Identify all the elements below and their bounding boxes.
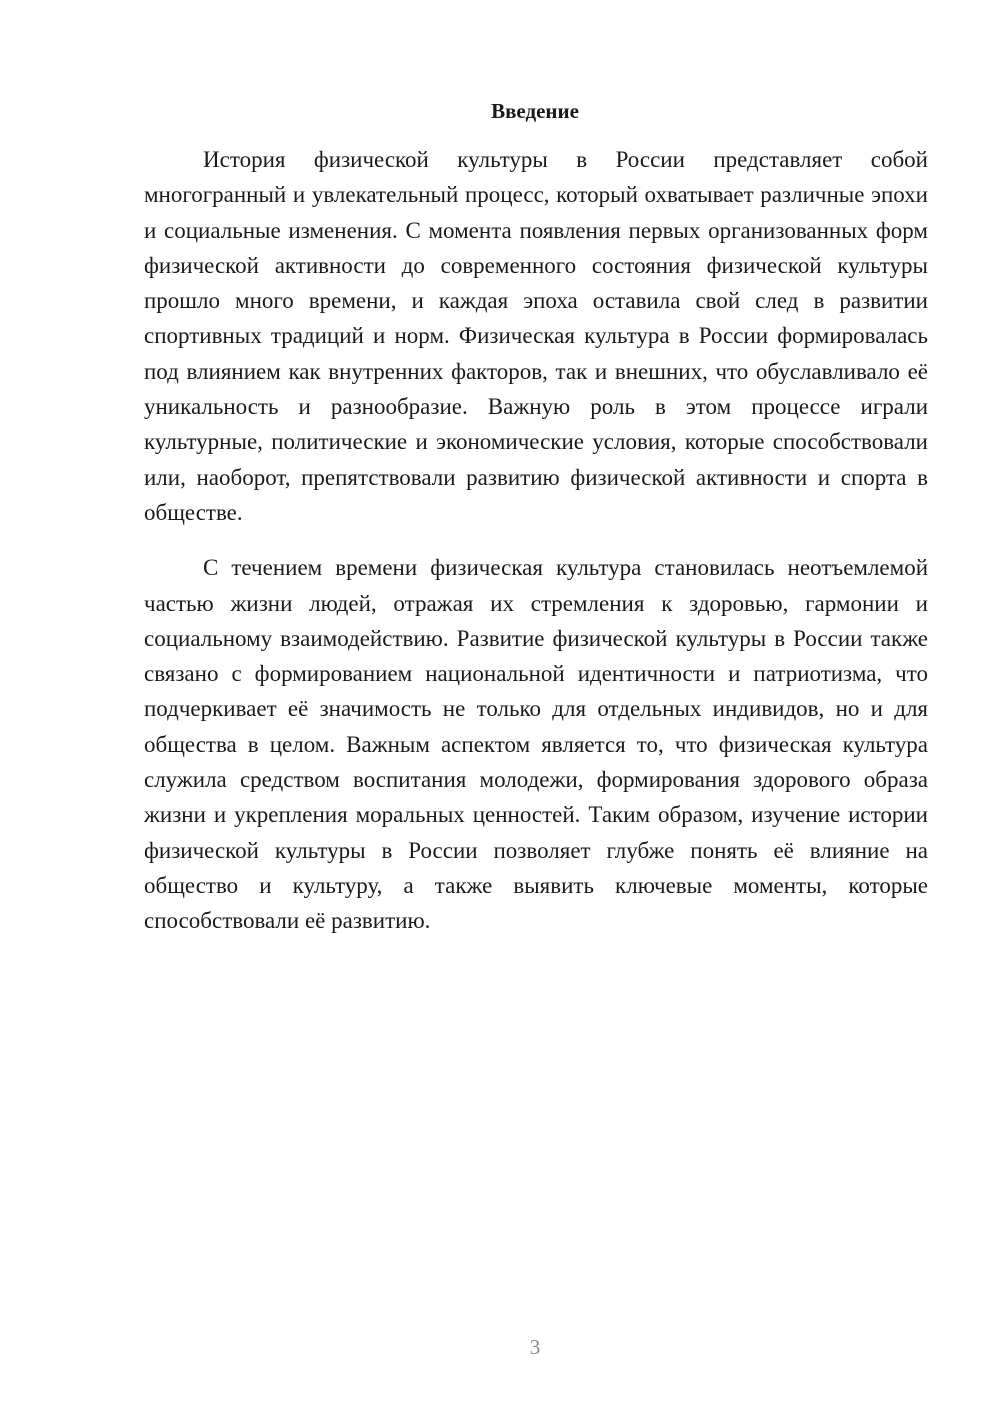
section-heading: Введение <box>491 99 579 123</box>
body-text <box>144 142 928 939</box>
paragraph-2: С течением времени физическая культура становилась неотъемлемой частью жизни людей, отражая их стремления к здоровью, гармонии и социальному взаимодействию. Развитие физической культуры в России также связано с формированием национальной идентичности и патриотизма, что подчеркивает её значимость не только для отдельных индивидов, но и для общества в целом. Важным аспектом является то, что физическая культура служила средством воспитания молодежи, формирования здорового образа жизни и укрепления моральных ценностей. Таким образом, изучение истории физической культуры в России позволяет глубже понять её влияние на общество и культуру, а также выявить ключевые моменты, которые способствовали её развитию. <box>144 555 928 934</box>
page-number: 3 <box>529 1335 541 1359</box>
paragraph-1: История физической культуры в России представляет собой многогранный и увлекательный процесс, который охватывает различные эпохи и социальные изменения. С момента появления первых организованных форм физической активности до современного состояния физической культуры прошло много времени, и каждая эпоха оставила свой след в развитии спортивных традиций и норм. Физическая культура в России формировалась под влиянием как внутренних факторов, так и внешних, что обуславливало её уникальность и разнообразие. Важную роль в этом процессе играли культурные, политические и экономические условия, которые способствовали или, наоборот, препятствовали развитию физической активности и спорта в обществе. <box>144 147 928 525</box>
